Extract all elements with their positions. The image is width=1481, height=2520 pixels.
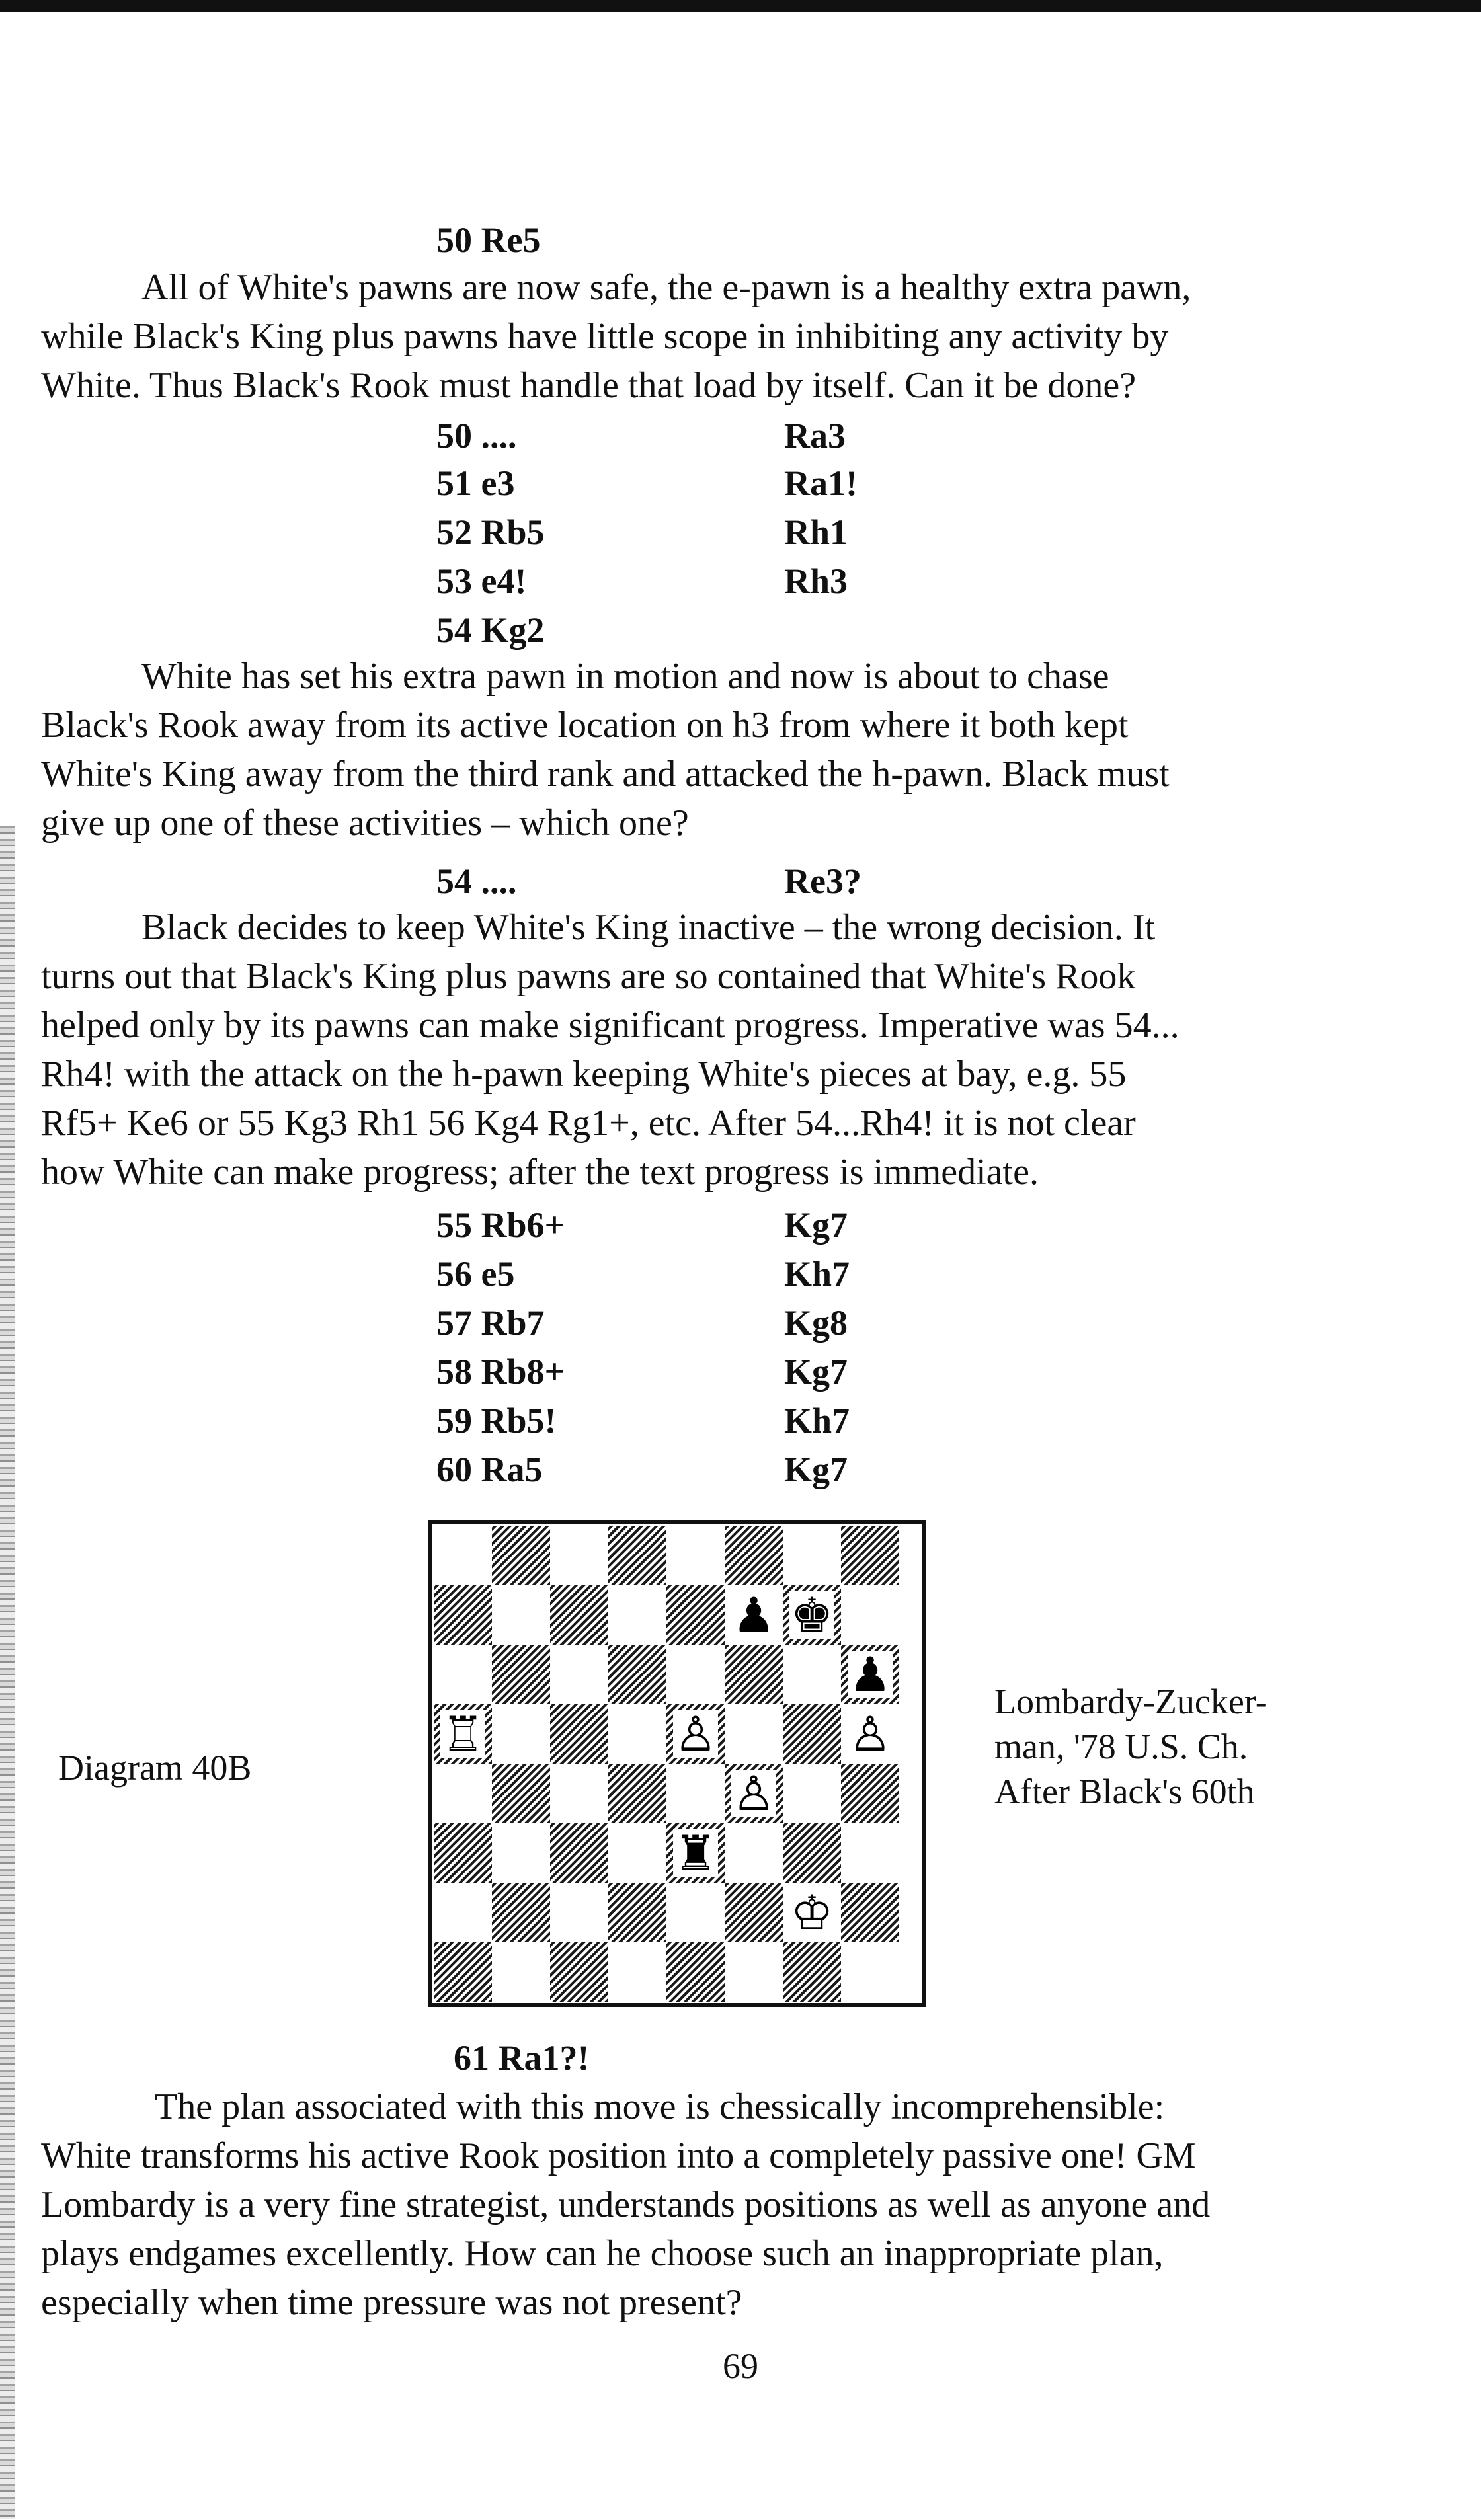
move-black: Rh1	[784, 512, 848, 552]
board-square	[492, 1704, 550, 1764]
move-white: 60 Ra5	[436, 1450, 543, 1489]
board-square	[492, 1764, 550, 1823]
chess-diagram	[428, 1520, 926, 2007]
white-pawn-icon: ♙	[732, 1766, 776, 1821]
board-square	[492, 1526, 550, 1585]
board-square	[841, 1942, 899, 2002]
board-square	[725, 1704, 783, 1764]
board-square	[608, 1704, 666, 1764]
text-line: while Black's King plus pawns have little scope in inhibiting any activity by	[41, 316, 1169, 357]
text-line: All of White's pawns are now safe, the e-pawn is a healthy extra pawn,	[141, 267, 1191, 308]
text-line: White's King away from the third rank and attacked the h-pawn. Black must	[41, 754, 1170, 795]
board-square	[550, 1883, 608, 1942]
board-square	[725, 1942, 783, 2002]
board-square	[725, 1883, 783, 1942]
move-black: Ra3	[784, 416, 846, 455]
text-line: The plan associated with this move is chessically incomprehensible:	[155, 2086, 1165, 2127]
move-black: Kh7	[784, 1254, 850, 1294]
move-white: 57 Rb7	[436, 1303, 545, 1343]
board-square	[550, 1645, 608, 1704]
board-square	[550, 1942, 608, 2002]
move-black: Kh7	[784, 1401, 850, 1440]
board-square	[550, 1526, 608, 1585]
text-line: especially when time pressure was not present?	[41, 2282, 742, 2323]
board-square	[492, 1585, 550, 1645]
white-rook-icon: ♖	[441, 1706, 485, 1762]
caption-line: After Black's 60th	[994, 1772, 1255, 1811]
diagram-caption	[994, 1679, 1267, 1814]
board-square	[841, 1764, 899, 1823]
text-line: turns out that Black's King plus pawns are so contained that White's Rook	[41, 956, 1136, 997]
board-square	[608, 1823, 666, 1883]
diagram-label: Diagram 40B	[58, 1748, 252, 1788]
board-square	[783, 1645, 841, 1704]
move-white: 56 e5	[436, 1254, 515, 1294]
move-black: Kg8	[784, 1303, 848, 1343]
board-square	[434, 1585, 492, 1645]
page-number: 69	[723, 2346, 758, 2386]
board-square	[434, 1942, 492, 2002]
board-square	[666, 1585, 725, 1645]
text-line: Lombardy is a very fine strategist, understands positions as well as anyone and	[41, 2184, 1211, 2225]
board-square	[608, 1942, 666, 2002]
text-line: Rh4! with the attack on the h-pawn keeping White's pieces at bay, e.g. 55	[41, 1054, 1127, 1095]
text-line: helped only by its pawns can make significant progress. Imperative was 54...	[41, 1005, 1180, 1046]
text-line: White transforms his active Rook position into a completely passive one! GM	[41, 2135, 1196, 2176]
black-king-icon: ♚	[790, 1587, 834, 1643]
board-square	[550, 1704, 608, 1764]
heading-move: 50 Re5	[436, 220, 541, 260]
move-black: Kg7	[784, 1352, 848, 1392]
caption-line: Lombardy-Zucker-	[994, 1682, 1267, 1721]
board-square	[783, 1942, 841, 2002]
text-line: White has set his extra pawn in motion and now is about to chase	[141, 656, 1109, 697]
board-square	[492, 1823, 550, 1883]
text-line: how White can make progress; after the text progress is immediate.	[41, 1152, 1039, 1193]
black-pawn-icon: ♟	[848, 1647, 892, 1702]
board-square	[492, 1883, 550, 1942]
move-white: 54 Kg2	[436, 610, 545, 650]
board-square	[434, 1764, 492, 1823]
board-square	[608, 1645, 666, 1704]
move-black: Re3?	[784, 861, 861, 901]
board-square	[841, 1883, 899, 1942]
board-square	[783, 1823, 841, 1883]
scan-edge-left	[0, 826, 15, 2519]
board-square	[608, 1883, 666, 1942]
move-white: 59 Rb5!	[436, 1401, 557, 1440]
text-line: give up one of these activities – which one?	[41, 803, 689, 844]
scan-edge-top	[0, 0, 1481, 12]
move-white: 50 ....	[436, 416, 517, 455]
move-white: 53 e4!	[436, 561, 527, 601]
board-square	[492, 1645, 550, 1704]
board-square	[666, 1883, 725, 1942]
text-line: White. Thus Black's Rook must handle that load by itself. Can it be done?	[41, 365, 1137, 406]
board-square	[783, 1526, 841, 1585]
board-square	[608, 1764, 666, 1823]
board-square	[666, 1645, 725, 1704]
move-white: 51 e3	[436, 463, 515, 503]
caption-line: man, '78 U.S. Ch.	[994, 1727, 1248, 1766]
board-square	[550, 1764, 608, 1823]
board-square	[434, 1883, 492, 1942]
black-pawn-icon: ♟	[732, 1587, 776, 1643]
move-white: 58 Rb8+	[436, 1352, 565, 1392]
move-black: Kg7	[784, 1450, 848, 1489]
move-white: 55 Rb6+	[436, 1205, 565, 1245]
board-square	[434, 1645, 492, 1704]
board-square	[550, 1585, 608, 1645]
board-square	[725, 1645, 783, 1704]
move-black: Ra1!	[784, 463, 858, 503]
text-line: plays endgames excellently. How can he choose such an inappropriate plan,	[41, 2233, 1164, 2274]
board-square	[783, 1764, 841, 1823]
board-square	[725, 1526, 783, 1585]
move-white: 52 Rb5	[436, 512, 545, 552]
board-square	[434, 1823, 492, 1883]
board-square	[550, 1823, 608, 1883]
text-line: Rf5+ Ke6 or 55 Kg3 Rh1 56 Kg4 Rg1+, etc. After 54...Rh4! it is not clear	[41, 1103, 1136, 1144]
board-square	[666, 1526, 725, 1585]
board-square	[841, 1823, 899, 1883]
move-black: Rh3	[784, 561, 848, 601]
black-rook-icon: ♜	[674, 1825, 717, 1881]
board-square	[434, 1526, 492, 1585]
board-square	[666, 1764, 725, 1823]
paragraph-2	[41, 652, 1357, 847]
move-61: 61 Ra1?!	[454, 2038, 590, 2078]
paragraph-3	[41, 903, 1357, 1197]
board-square	[783, 1704, 841, 1764]
move-white: 54 ....	[436, 861, 517, 901]
board-square	[492, 1942, 550, 2002]
board-square	[841, 1585, 899, 1645]
text-line: Black's Rook away from its active location on h3 from where it both kept	[41, 705, 1129, 746]
board-square	[608, 1526, 666, 1585]
white-pawn-icon: ♙	[848, 1706, 892, 1762]
text-line: Black decides to keep White's King inactive – the wrong decision. It	[141, 907, 1156, 948]
paragraph-1	[41, 263, 1357, 410]
board-square	[608, 1585, 666, 1645]
board-square	[841, 1526, 899, 1585]
white-king-icon: ♔	[790, 1885, 834, 1940]
board-square	[725, 1823, 783, 1883]
board-square	[666, 1942, 725, 2002]
paragraph-4	[41, 2082, 1357, 2327]
white-pawn-icon: ♙	[674, 1706, 717, 1762]
move-black: Kg7	[784, 1205, 848, 1245]
